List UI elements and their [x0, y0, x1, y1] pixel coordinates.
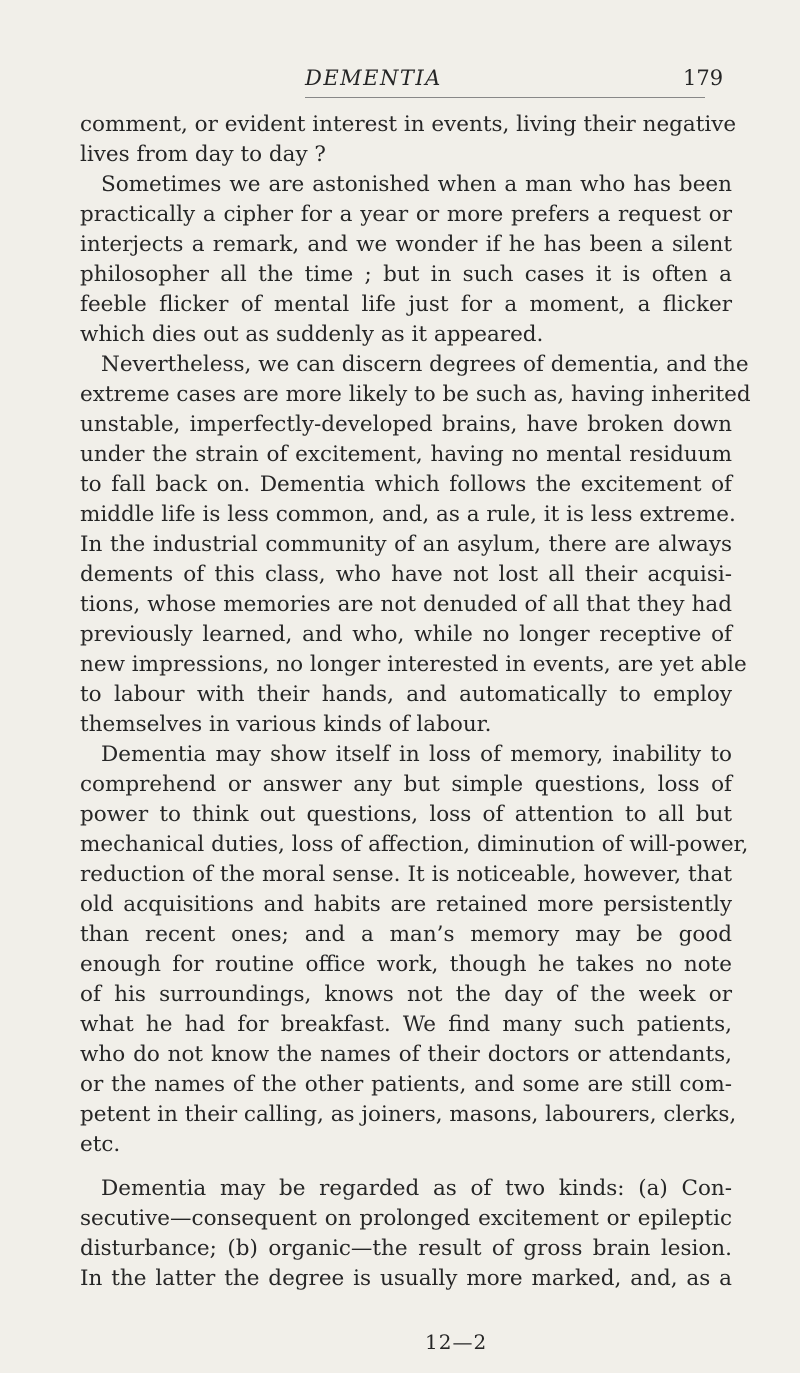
text-line: Dementia may be regarded as of two kinds: (a) Con-	[101, 1176, 732, 1201]
paragraph-gap	[80, 1160, 732, 1174]
text-line: practically a cipher for a year or more prefers a request or	[80, 202, 732, 227]
text-line: mechanical duties, loss of affection, diminution of will-power,	[80, 832, 749, 857]
running-title: DEMENTIA	[305, 66, 442, 90]
text-line: to labour with their hands, and automatically to employ	[80, 682, 732, 707]
text-line: lives from day to day ?	[80, 142, 326, 167]
text-line: Dementia may show itself in loss of memory, inability to	[101, 742, 732, 767]
text-line: themselves in various kinds of labour.	[80, 712, 492, 737]
text-line: dements of this class, who have not lost all their acquisi-	[80, 562, 732, 587]
text-line: In the industrial community of an asylum, there are always	[80, 532, 732, 557]
text-line: petent in their calling, as joiners, masons, labourers, clerks,	[80, 1102, 737, 1127]
text-line: middle life is less common, and, as a rule, it is less extreme.	[80, 502, 736, 527]
text-line: philosopher all the time ; but in such cases it is often a	[80, 262, 732, 287]
text-line: of his surroundings, knows not the day of the week or	[80, 982, 732, 1007]
text-line: comment, or evident interest in events, living their negative	[80, 112, 737, 137]
text-line: power to think out questions, loss of attention to all but	[80, 802, 732, 827]
text-line: comprehend or answer any but simple questions, loss of	[80, 772, 732, 797]
text-line: than recent ones; and a man’s memory may be good	[80, 922, 732, 947]
text-line: which dies out as suddenly as it appeared.	[80, 322, 544, 347]
text-line: reduction of the moral sense. It is noticeable, however, that	[80, 862, 732, 887]
text-line: what he had for breakfast. We find many such patients,	[80, 1012, 732, 1037]
signature-mark: 12—2	[425, 1330, 488, 1354]
text-line: to fall back on. Dementia which follows the excitement of	[80, 472, 732, 497]
text-line: enough for routine office work, though he takes no note	[80, 952, 732, 977]
text-line: tions, whose memories are not denuded of all that they had	[80, 592, 732, 617]
text-line: disturbance; (b) organic—the result of gross brain lesion.	[80, 1236, 732, 1261]
body-text	[80, 110, 751, 1294]
text-line: etc.	[80, 1132, 121, 1157]
text-line: under the strain of excitement, having no mental residuum	[80, 442, 732, 467]
text-line: extreme cases are more likely to be such as, having inherited	[80, 382, 751, 407]
text-line: unstable, imperfectly-developed brains, have broken down	[80, 412, 732, 437]
text-line: interjects a remark, and we wonder if he has been a silent	[80, 232, 732, 257]
text-line: who do not know the names of their doctors or attendants,	[80, 1042, 732, 1067]
page-number: 179	[683, 66, 724, 90]
text-line: or the names of the other patients, and some are still com-	[80, 1072, 732, 1097]
text-line: previously learned, and who, while no longer receptive of	[80, 622, 732, 647]
text-line: feeble flicker of mental life just for a moment, a flicker	[80, 292, 732, 317]
text-line: In the latter the degree is usually more marked, and, as a	[80, 1266, 732, 1291]
text-line: secutive—consequent on prolonged excitement or epileptic	[80, 1206, 732, 1231]
text-line: old acquisitions and habits are retained more persistently	[80, 892, 732, 917]
text-line: Sometimes we are astonished when a man who has been	[101, 172, 732, 197]
header-rule	[305, 97, 705, 98]
text-line: Nevertheless, we can discern degrees of dementia, and the	[101, 352, 749, 377]
text-line: new impressions, no longer interested in events, are yet able	[80, 652, 747, 677]
page-header	[0, 66, 800, 94]
